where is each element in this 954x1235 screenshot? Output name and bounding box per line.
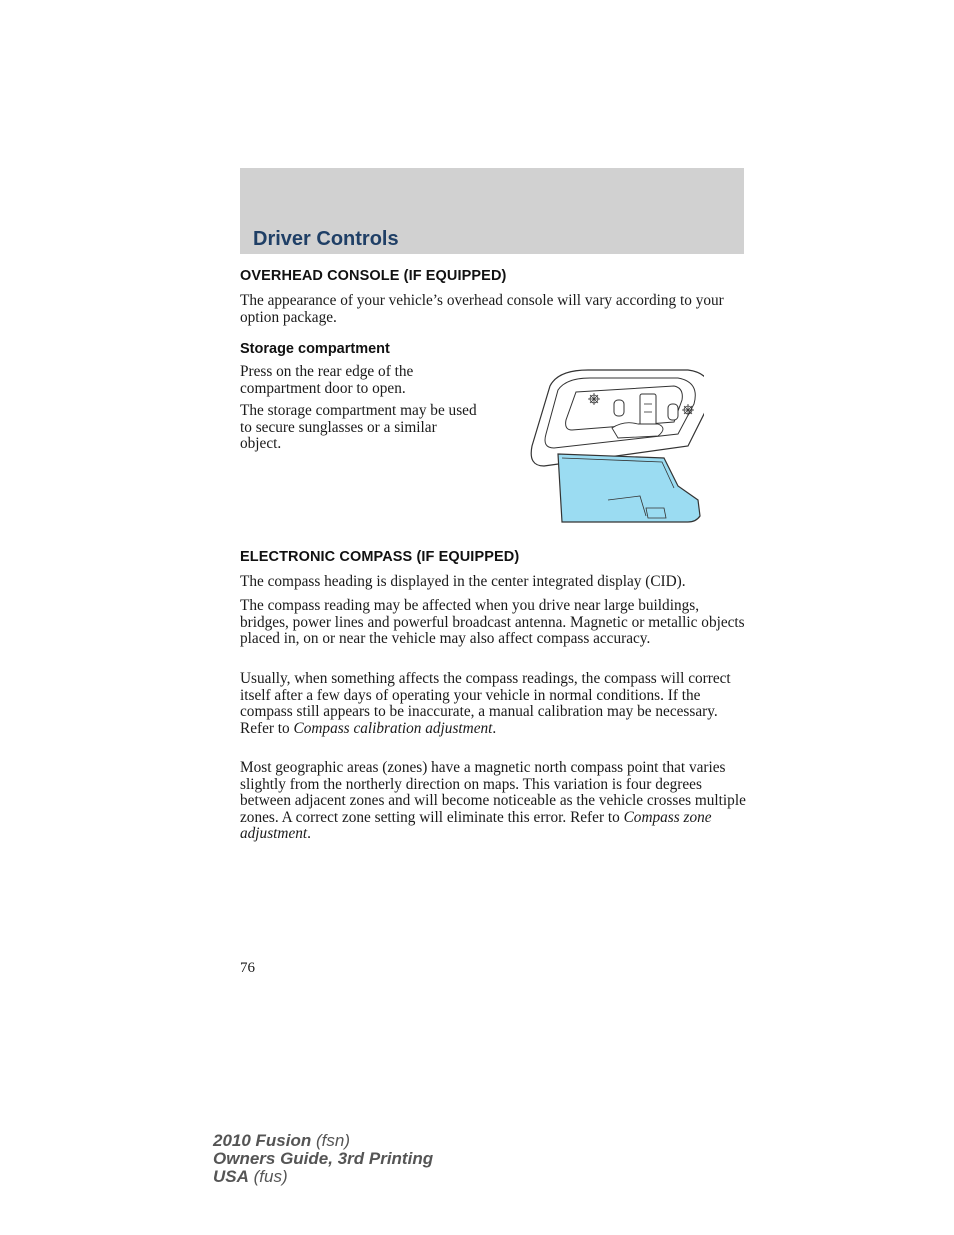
- section-title: Driver Controls: [253, 228, 399, 250]
- footer-market: USA: [213, 1167, 249, 1186]
- footer-model: 2010 Fusion: [213, 1131, 312, 1150]
- storage-para-1: Press on the rear edge of the compartment door to open.: [240, 363, 414, 397]
- compass-para-1: The compass heading is displayed in the center integrated display (CID).: [240, 573, 686, 590]
- compass-para-4: [240, 760, 746, 843]
- footer-market-code: (fus): [253, 1167, 288, 1186]
- electronic-compass-heading: ELECTRONIC COMPASS (IF EQUIPPED): [240, 549, 520, 565]
- compass-para-2: The compass reading may be affected when you drive near large buildings, bridges, power lines and powerful broadcast antenna. Magnetic or metallic objects placed in, on or near the vehicle may also affect compass accuracy.: [240, 597, 745, 647]
- footer-guide: Owners Guide, 3rd Printing: [213, 1149, 434, 1168]
- document-footer: [213, 1132, 433, 1186]
- storage-compartment-heading: Storage compartment: [240, 341, 390, 357]
- compass-para-3: [240, 671, 746, 737]
- overhead-console-illustration: [528, 366, 704, 526]
- compass-para-3-text: Usually, when something affects the compass readings, the compass will correct itself after a few days of operating your vehicle in normal conditions. If the compass still appears to be inaccurate, a manual calibration may be necessary. Refer to: [240, 670, 731, 737]
- compass-calibration-reference: Compass calibration adjustment: [293, 719, 493, 737]
- footer-model-code: (fsn): [316, 1131, 350, 1150]
- compass-para-3-end: .: [492, 719, 497, 737]
- storage-para-2: The storage compartment may be used to secure sunglasses or a similar object.: [240, 402, 477, 452]
- compass-para-4-end: .: [307, 825, 311, 842]
- overhead-console-intro: The appearance of your vehicle’s overhead console will vary according to your option package.: [240, 292, 724, 326]
- compass-para-4-text: Most geographic areas (zones) have a magnetic north compass point that varies slightly from the northerly direction on maps. This variation is four degrees between adjacent zones and will become noticeable as the vehicle crosses multiple zones. A correct zone setting will eliminate this error. Refer to: [240, 759, 746, 826]
- footer-line-market: [213, 1168, 433, 1186]
- compass-zone-reference: Compass zone adjustment: [240, 808, 712, 842]
- page-number: 76: [240, 960, 255, 976]
- overhead-console-heading: OVERHEAD CONSOLE (IF EQUIPPED): [240, 268, 507, 284]
- footer-line-model: [213, 1132, 433, 1150]
